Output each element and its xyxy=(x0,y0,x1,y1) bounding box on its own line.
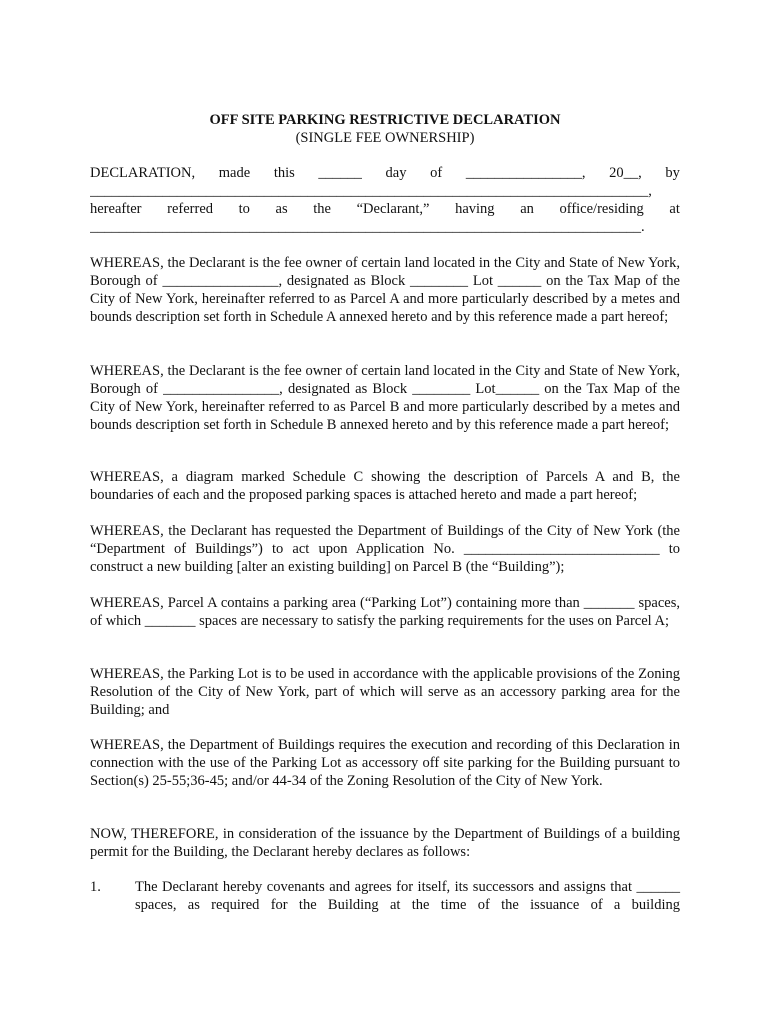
intro-word: ________________, xyxy=(465,165,586,181)
intro-word: the xyxy=(313,201,331,217)
intro-word: “Declarant,” xyxy=(356,201,430,217)
intro-word: made xyxy=(218,165,251,181)
intro-word: ______ xyxy=(318,165,362,181)
intro-line-3 xyxy=(90,200,680,218)
whereas-recording: WHEREAS, the Department of Buildings requires the execution and recording of this Declaration in connection with the use of the Parking Lot as accessory off site parking for the Building pursuant to Section(s) 25-55;36-45; and/or 44-34 of the Zoning Resolution of the City of New York. xyxy=(90,737,680,789)
now-therefore: NOW, THEREFORE, in consideration of the issuance by the Department of Buildings of a building permit for the Building, the Declarant hereby declares as follows: xyxy=(90,826,680,860)
document-title: OFF SITE PARKING RESTRICTIVE DECLARATION xyxy=(209,112,561,128)
intro-word: of xyxy=(430,165,443,181)
intro-line-4 xyxy=(90,218,680,236)
intro-blank: _____________________________________________________________________________, xyxy=(90,183,652,199)
intro-word: at xyxy=(669,201,680,217)
intro-line-1 xyxy=(90,164,680,182)
intro-word: day xyxy=(385,165,407,181)
intro-word: as xyxy=(275,201,288,217)
intro-word: by xyxy=(665,165,680,181)
intro-word: having xyxy=(455,201,495,217)
whereas-parking-area: WHEREAS, Parcel A contains a parking area (“Parking Lot”) containing more than _______ spaces, of which _______ spaces are necessary to satisfy the parking requirements for the uses on Parcel A; xyxy=(90,595,680,629)
whereas-parcel-b: WHEREAS, the Declarant is the fee owner of certain land located in the City and State of New York, Borough of ________________, designated as Block ________ Lot______ on the Tax Map of the City of New York, hereinafter referred to as Parcel B and more particularly described by a metes and bounds description set forth in Schedule B annexed hereto and by this reference made a part hereof; xyxy=(90,363,680,433)
whereas-schedule-c: WHEREAS, a diagram marked Schedule C showing the description of Parcels A and B, the boundaries of each and the proposed parking spaces is attached hereto and made a part hereof; xyxy=(90,469,680,503)
whereas-zoning: WHEREAS, the Parking Lot is to be used in accordance with the applicable provisions of the Zoning Resolution of the City of New York, part of which will serve as an accessory parking area for the Building; and xyxy=(90,666,680,718)
whereas-application: WHEREAS, the Declarant has requested the Department of Buildings of the City of New York (the “Department of Buildings”) to act upon Application No. ___________________________ to construct a new building [alter an existing building] on Parcel B (the “Building”); xyxy=(90,523,680,575)
item-number: 1. xyxy=(90,879,101,895)
whereas-parcel-a: WHEREAS, the Declarant is the fee owner of certain land located in the City and State of New York, Borough of ________________, designated as Block ________ Lot ______ on the Tax Map of the City of New York, hereinafter referred to as Parcel A and more particularly described by a metes and bounds description set forth in Schedule A annexed hereto and by this reference made a part hereof; xyxy=(90,255,680,325)
intro-word: DECLARATION, xyxy=(90,165,196,181)
item-text: The Declarant hereby covenants and agrees for itself, its successors and assigns that ______ spaces, as required for the Building at the time of the issuance of a building xyxy=(135,879,680,913)
document-subtitle: (SINGLE FEE OWNERSHIP) xyxy=(295,130,475,146)
intro-word: 20__, xyxy=(609,165,642,181)
intro-word: office/residing xyxy=(559,201,644,217)
intro-blank: ____________________________________________________________________________. xyxy=(90,219,645,235)
intro-word: this xyxy=(273,165,295,181)
intro-word: hereafter xyxy=(90,201,142,217)
intro-word: an xyxy=(520,201,534,217)
intro-word: to xyxy=(238,201,250,217)
intro-line-2 xyxy=(90,182,680,200)
intro-word: referred xyxy=(167,201,214,217)
